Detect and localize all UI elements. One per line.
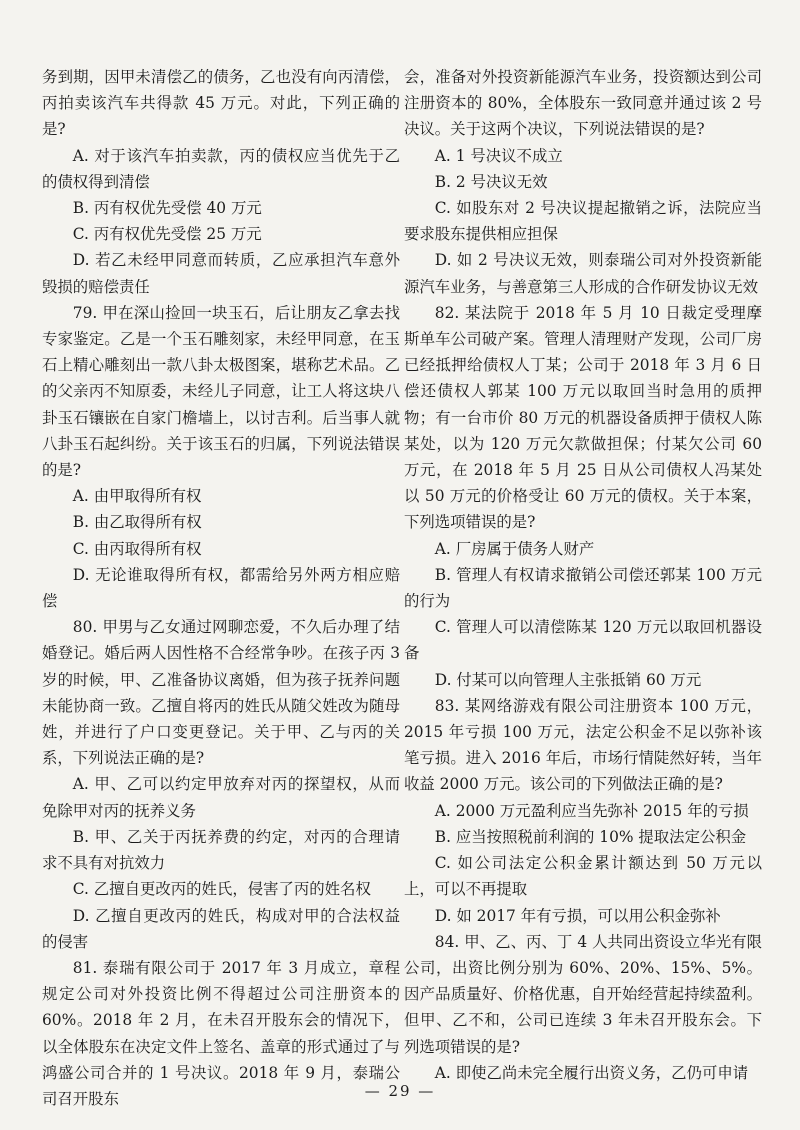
paragraph: D. 如 2 号决议无效，则泰瑞公司对外投资新能源汽车业务，与善意第三人形成的合作研发协议无效 [404,251,762,296]
paragraph: D. 付某可以向管理人主张抵销 60 万元 [434,670,702,689]
paragraph: B. 应当按照税前利润的 10% 提取法定公积金 [434,827,747,846]
paragraph: A. 2000 万元盈利应当先弥补 2015 年的亏损 [434,801,749,820]
paragraph: A. 甲、乙可以约定甲放弃对丙的探望权，从而免除甲对丙的抚养义务 [42,775,400,820]
paragraph: D. 如 2017 年有亏损，可以用公积金弥补 [434,906,721,925]
paragraph: 82. 某法院于 2018 年 5 月 10 日裁定受理摩斯单车公司破产案。管理人清理财产发现，公司厂房已经抵押给债权人丁某；公司于 2018 年 3 月 6 日偿还债权人郭某 100 万元以取回当时急用的质押物；有一台市价 80 万元的机器设备质押于债权人陈某处，以为 120 万元欠款做担保；付某欠公司 60 万元，在 2018 年 5 月 25 日从公司债权人冯某处以 50 万元的价格受让 60 万元的债权。关于本案，下列选项错误的是? [404,303,762,532]
paragraph: C. 由丙取得所有权 [72,539,202,558]
paragraph: 83. 某网络游戏有限公司注册资本 100 万元，2015 年亏损 100 万元，法定公积金不足以弥补该笔亏损。进入 2016 年后，市场行情陡然好转，当年收益 2000 万元。该公司的下列做法正确的是? [404,696,762,794]
paragraph: C. 乙擅自更改丙的姓氏，侵害了丙的姓名权 [72,880,371,899]
paragraph: D. 乙擅自更改丙的姓氏，构成对甲的合法权益的侵害 [42,906,400,951]
paragraph: D. 无论谁取得所有权，都需给另外两方相应赔偿 [42,565,400,611]
paragraph: 84. 甲、乙、丙、丁 4 人共同出资设立华光有限公司，出资比例分别为 60%、20%、15%、5%。因产品质量好、价格优惠，自开始经营起持续盈利。但甲、乙不和，公司已连续 3 年未召开股东会。下列选项错误的是? [404,932,762,1056]
paragraph: D. 若乙未经甲同意而转质，乙应承担汽车意外毁损的赔偿责任 [42,251,400,296]
paragraph: B. 由乙取得所有权 [72,513,202,532]
paragraph: A. 对于该汽车拍卖款，丙的债权应当优先于乙的债权得到清偿 [42,146,400,191]
paragraph: C. 如公司法定公积金累计额达到 50 万元以上，可以不再提取 [404,854,762,899]
paragraph: 81. 泰瑞有限公司于 2017 年 3 月成立，章程规定公司对外投资比例不得超过公司注册资本的 60%。2018 年 2 月，在未召开股东会的情况下，以全体股东在决定文件上签名、盖章的形式通过了与鸿盛公司合并的 1 号决议。2018 年 9 月，泰瑞公司召开股东 [42,958,400,1108]
paragraph: B. 丙有权优先受偿 40 万元 [72,199,262,218]
paragraph: 务到期，因甲未清偿乙的债务，乙也没有向丙清偿，丙拍卖该汽车共得款 45 万元。对此，下列正确的是? [42,68,400,139]
left-column [42,64,400,1112]
paragraph: 79. 甲在深山捡回一块玉石，后让朋友乙拿去找专家鉴定。乙是一个玉石雕刻家，未经甲同意，在玉石上精心雕刻出一款八卦太极图案，堪称艺术品。乙的父亲丙不知原委，未经儿子同意，让工人将这块八卦玉石镶嵌在自家门檐墙上，以讨吉利。后当事人就八卦玉石起纠纷。关于该玉石的归属，下列说法错误的是? [42,303,400,480]
paragraph: A. 由甲取得所有权 [72,487,202,506]
paragraph: A. 1 号决议不成立 [434,146,563,165]
paragraph: 80. 甲男与乙女通过网聊恋爱，不久后办理了结婚登记。婚后两人因性格不合经常争吵。在孩子丙 3 岁的时候，甲、乙准备协议离婚，但为孩子抚养问题未能协商一致。乙擅自将丙的姓氏从随父姓改为随母姓，并进行了户口变更登记。关于甲、乙与丙的关系，下列说法正确的是? [42,618,400,768]
page-number: — 29 — [364,1082,436,1100]
paragraph: B. 2 号决议无效 [434,172,548,191]
paragraph: A. 厂房属于债务人财产 [434,539,595,558]
paragraph: C. 如股东对 2 号决议提起撤销之诉，法院应当要求股东提供相应担保 [404,199,762,244]
paragraph: B. 甲、乙关于丙抚养费的约定，对丙的合理请求不具有对抗效力 [42,827,400,873]
paragraph: B. 管理人有权请求撤销公司偿还郭某 100 万元的行为 [404,565,762,611]
paragraph: C. 丙有权优先受偿 25 万元 [72,225,262,244]
paragraph: A. 即使乙尚未完全履行出资义务，乙仍可申请 [434,1063,749,1082]
paragraph: C. 管理人可以清偿陈某 120 万元以取回机器设备 [404,618,762,663]
paragraph: 会，准备对外投资新能源汽车业务，投资额达到公司注册资本的 80%，全体股东一致同意并通过该 2 号决议。关于这两个决议，下列说法错误的是? [404,68,762,139]
right-column [404,64,762,1086]
